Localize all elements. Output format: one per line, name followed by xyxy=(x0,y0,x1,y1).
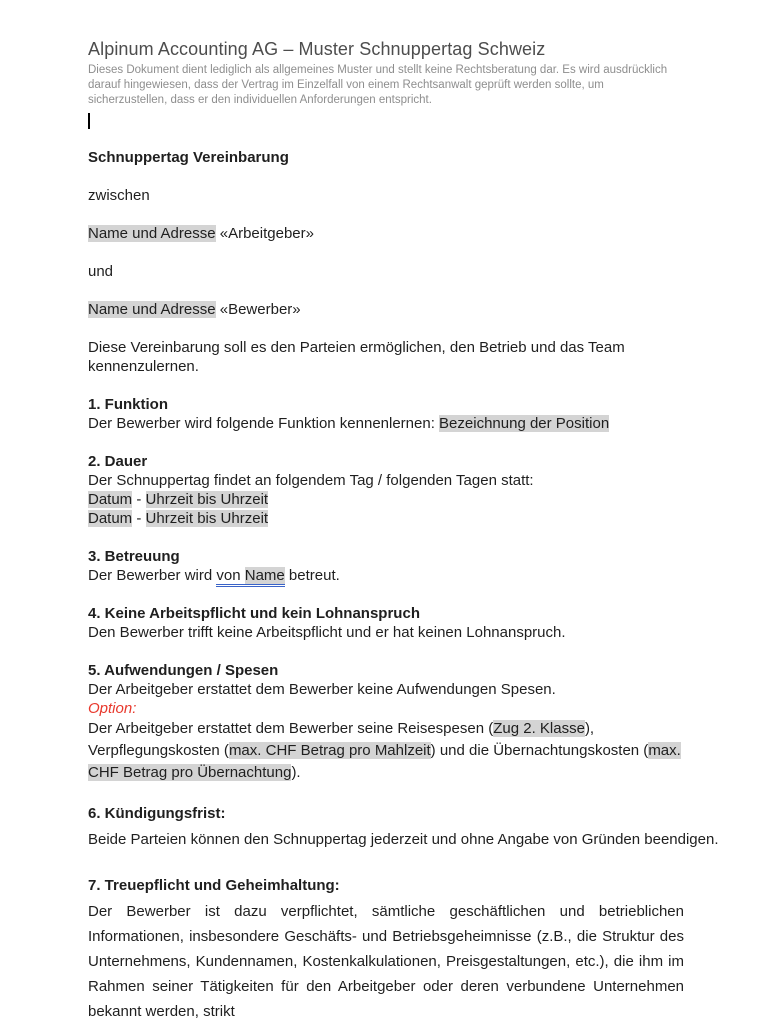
time-placeholder-field[interactable]: Uhrzeit bis Uhrzeit xyxy=(145,510,269,527)
section-1-heading: 1. Funktion xyxy=(88,396,168,413)
section-1-text: Der Bewerber wird folgende Funktion kennenlernen: xyxy=(88,415,440,432)
employer-line xyxy=(88,224,684,243)
option-text-1: Der Arbeitgeber erstattet dem Bewerber seine Reisespesen ( xyxy=(88,720,494,737)
employer-label: «Arbeitgeber» xyxy=(215,225,314,242)
employer-placeholder-field[interactable]: Name und Adresse xyxy=(88,225,216,242)
document-title: Alpinum Accounting AG – Muster Schnuppertag Schweiz xyxy=(88,39,546,59)
section-5-body: Der Arbeitgeber erstattet dem Bewerber keine Aufwendungen Spesen. xyxy=(88,681,556,698)
option-text-4: ). xyxy=(291,764,301,781)
grammar-underline xyxy=(216,567,284,587)
intro-paragraph: Diese Vereinbarung soll es den Parteien ermöglichen, den Betrieb und das Team kennenzulernen. xyxy=(88,339,625,375)
section-7-heading: 7. Treuepflicht und Geheimhaltung: xyxy=(88,877,340,894)
section-2-body: Der Schnuppertag findet an folgendem Tag / folgenden Tagen statt: xyxy=(88,472,534,489)
meal-placeholder-field[interactable]: max. CHF Betrag pro Mahlzeit xyxy=(228,742,431,759)
section-1-body xyxy=(88,414,684,433)
and-word: und xyxy=(88,263,114,280)
text-cursor xyxy=(88,113,90,129)
date-placeholder-field[interactable]: Datum xyxy=(88,491,133,508)
supervisor-placeholder-field[interactable]: Name xyxy=(244,567,285,584)
schedule-separator: - xyxy=(132,491,146,508)
option-label: Option: xyxy=(88,700,137,717)
option-text-3: ) und die Übernachtungskosten ( xyxy=(430,742,649,759)
option-paragraph xyxy=(88,718,684,784)
travel-placeholder-field[interactable]: Zug 2. Klasse xyxy=(493,720,585,737)
von-word: von xyxy=(216,567,245,584)
position-placeholder-field[interactable]: Bezeichnung der Position xyxy=(439,415,610,432)
section-4-body: Den Bewerber trifft keine Arbeitspflicht und er hat keinen Lohnanspruch. xyxy=(88,624,566,641)
time-placeholder-field[interactable]: Uhrzeit bis Uhrzeit xyxy=(145,491,269,508)
applicant-label: «Bewerber» xyxy=(215,301,301,318)
schedule-row xyxy=(88,509,684,528)
section-3-text-after: betreut. xyxy=(284,567,340,584)
section-7-body: Der Bewerber ist dazu verpflichtet, sämtliche geschäftlichen und betrieblichen Informationen, insbesondere Geschäfts- und Betriebsgeheimnisse (z.B., die Struktur des Unternehmens, Kundennamen, Kostenkalkulationen, Preisgestaltungen, etc.), die ihm im Rahmen seiner Tätigkeiten für den Arbeitgeber oder deren verbundene Unternehmen bekannt werden, strikt xyxy=(88,903,684,1020)
between-word: zwischen xyxy=(88,187,150,204)
lodging-placeholder-field[interactable]: max. CHF Betrag pro Übernachtung xyxy=(88,742,681,781)
section-2-heading: 2. Dauer xyxy=(88,453,148,470)
section-4-heading: 4. Keine Arbeitspflicht und kein Lohnanspruch xyxy=(88,605,420,622)
section-3-heading: 3. Betreuung xyxy=(88,548,180,565)
section-3-text-before: Der Bewerber wird xyxy=(88,567,217,584)
applicant-line xyxy=(88,300,684,319)
schedule-row xyxy=(88,490,684,509)
option-text-2: ), Verpflegungskosten ( xyxy=(88,720,595,759)
section-5-heading: 5. Aufwendungen / Spesen xyxy=(88,662,279,679)
schedule-separator: - xyxy=(132,510,146,527)
section-6-heading: 6. Kündigungsfrist: xyxy=(88,805,226,822)
document-disclaimer: Dieses Dokument dient lediglich als allgemeines Muster und stellt keine Rechtsberatung dar. Es wird ausdrücklich darauf hingewiesen, dass der Vertrag im Einzelfall von einem Rechtsanwalt geprüft werden sollte, um sicherzustellen, dass er den individuellen Anforderungen entspricht. xyxy=(88,64,668,106)
agreement-heading: Schnuppertag Vereinbarung xyxy=(88,149,289,166)
section-3-body xyxy=(88,566,684,585)
date-placeholder-field[interactable]: Datum xyxy=(88,510,133,527)
empty-line xyxy=(88,111,684,130)
applicant-placeholder-field[interactable]: Name und Adresse xyxy=(88,301,216,318)
section-6-body: Beide Parteien können den Schnuppertag jederzeit und ohne Angabe von Gründen beendigen. xyxy=(88,831,719,848)
